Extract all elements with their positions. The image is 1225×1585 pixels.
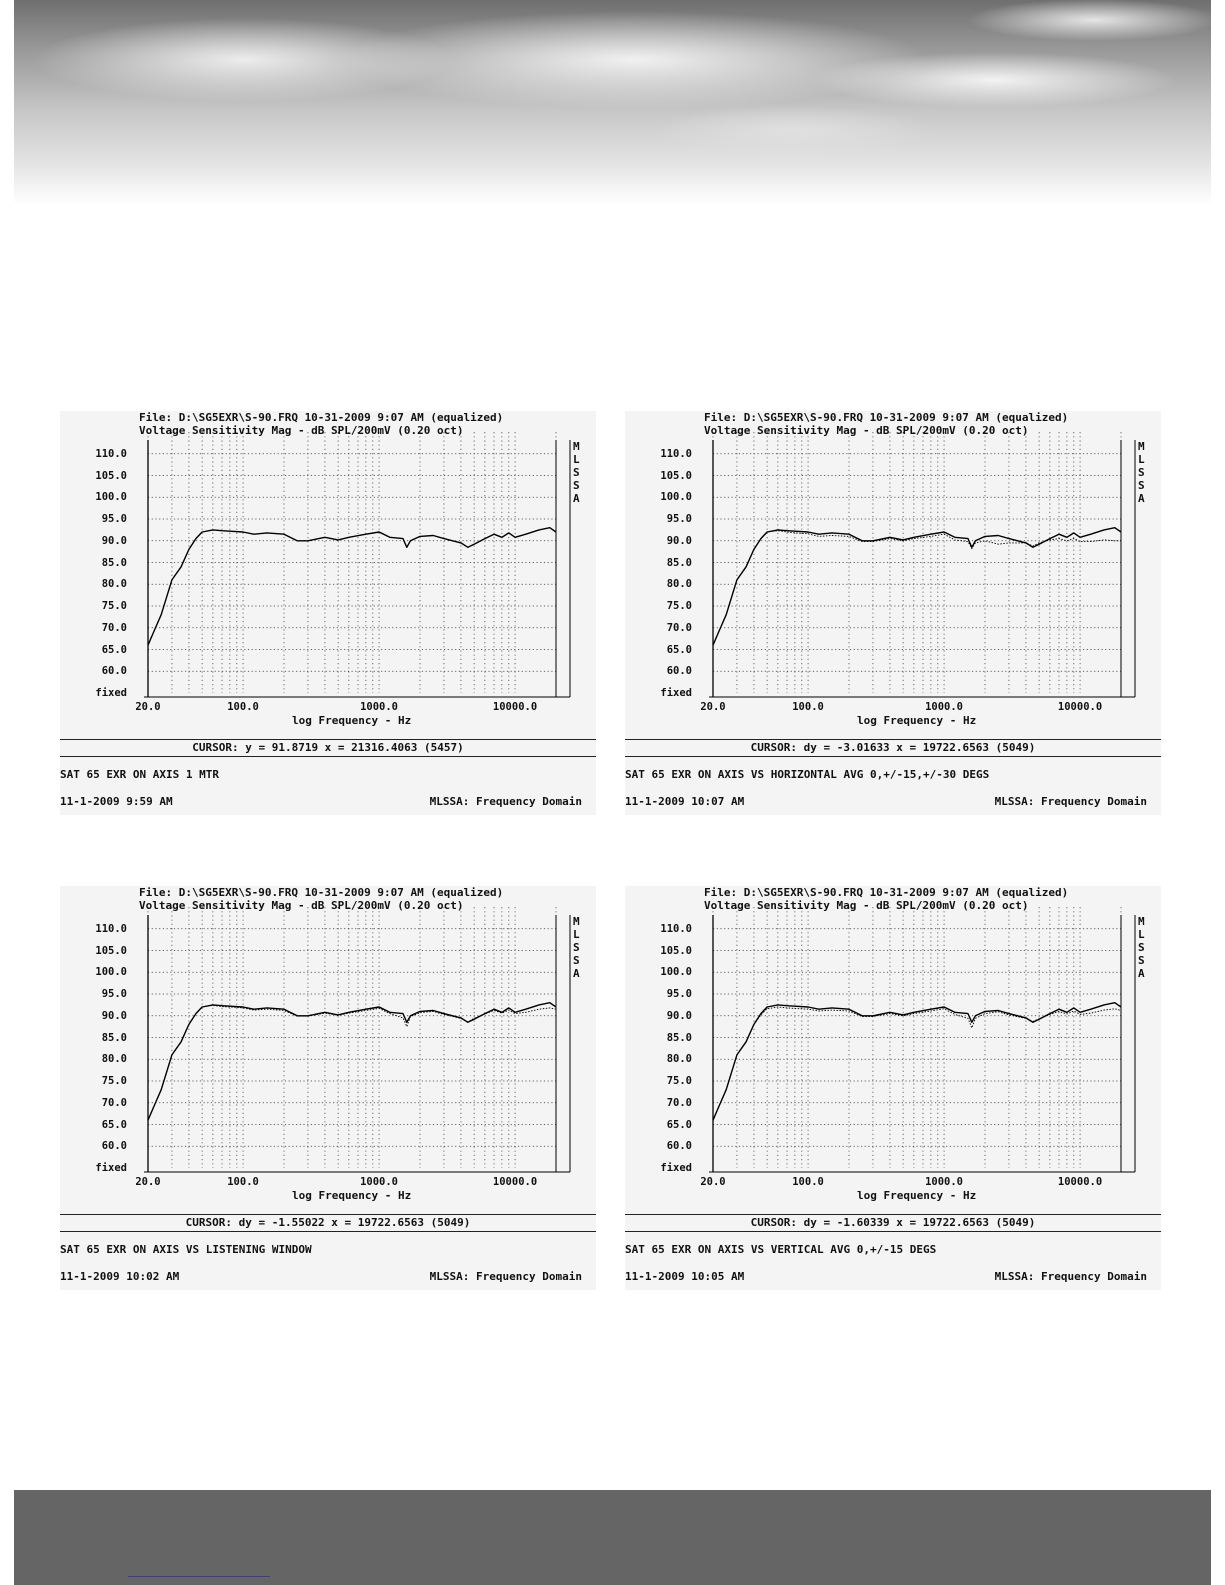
chart-timestamp: 11-1-2009 10:07 AM bbox=[625, 795, 745, 808]
chart-domain-label: MLSSA: Frequency Domain bbox=[994, 1270, 1147, 1283]
chart-timestamp: 11-1-2009 10:05 AM bbox=[625, 1270, 745, 1283]
x-tick-label: 20.0 bbox=[700, 701, 726, 713]
y-tick-label: 65.0 bbox=[101, 1118, 127, 1131]
x-axis-label: log Frequency - Hz bbox=[857, 714, 977, 727]
y-tick-label: 65.0 bbox=[101, 643, 127, 656]
y-tick-label: 95.0 bbox=[666, 513, 692, 525]
x-axis-label: log Frequency - Hz bbox=[292, 1189, 412, 1202]
chart-domain-label: MLSSA: Frequency Domain bbox=[994, 795, 1147, 808]
x-tick-label: 100.0 bbox=[227, 701, 259, 713]
chart-panel-3 bbox=[60, 886, 596, 1290]
y-tick-label: 95.0 bbox=[101, 513, 127, 525]
chart-panel-1 bbox=[60, 411, 596, 815]
plot-frame bbox=[709, 440, 1135, 697]
chart-title: File: D:\SG5EXR\S-90.FRQ 10-31-2009 9:07 AM (equalized) bbox=[139, 411, 504, 424]
y-tick-label: 75.0 bbox=[101, 1075, 127, 1087]
chart-title: File: D:\SG5EXR\S-90.FRQ 10-31-2009 9:07 AM (equalized) bbox=[704, 411, 1069, 424]
plot-frame bbox=[709, 915, 1135, 1172]
y-tick-label: 90.0 bbox=[666, 1009, 692, 1022]
side-label: S bbox=[1138, 954, 1145, 967]
chart-domain-label: MLSSA: Frequency Domain bbox=[429, 795, 582, 808]
x-tick-label: 100.0 bbox=[792, 701, 824, 713]
side-label: M bbox=[573, 440, 580, 453]
y-tick-label: 110.0 bbox=[660, 922, 692, 935]
cursor-separator-bottom bbox=[625, 1231, 1161, 1232]
x-tick-label: 100.0 bbox=[227, 1176, 259, 1188]
y-tick-label: fixed bbox=[660, 1162, 692, 1174]
cursor-readout: CURSOR: dy = -1.55022 x = 19722.6563 (5049) bbox=[185, 1216, 471, 1229]
y-tick-label: 60.0 bbox=[666, 1140, 692, 1153]
y-tick-label: 85.0 bbox=[101, 556, 127, 569]
chart-caption: SAT 65 EXR ON AXIS VS HORIZONTAL AVG 0,+/-15,+/-30 DEGS bbox=[625, 768, 990, 781]
y-tick-label: 105.0 bbox=[95, 469, 127, 482]
x-tick-label: 10000.0 bbox=[492, 1176, 538, 1188]
grid bbox=[713, 432, 1121, 693]
y-tick-label: 70.0 bbox=[666, 1096, 692, 1109]
chart-subtitle: Voltage Sensitivity Mag - dB SPL/200mV (0.20 oct) bbox=[704, 899, 1029, 912]
chart-plot bbox=[625, 411, 1161, 815]
chart-panel-4 bbox=[625, 886, 1161, 1290]
y-tick-label: 70.0 bbox=[666, 621, 692, 634]
chart-panel-2 bbox=[625, 411, 1161, 815]
cursor-separator-top bbox=[60, 739, 596, 740]
y-tick-label: 105.0 bbox=[660, 469, 692, 482]
y-tick-label: 95.0 bbox=[101, 988, 127, 1000]
y-tick-label: 65.0 bbox=[666, 1118, 692, 1131]
cursor-readout: CURSOR: dy = -3.01633 x = 19722.6563 (5049) bbox=[750, 741, 1036, 754]
x-tick-label: 1000.0 bbox=[360, 1176, 399, 1188]
y-tick-label: 85.0 bbox=[101, 1031, 127, 1044]
cursor-readout: CURSOR: y = 91.8719 x = 21316.4063 (5457) bbox=[192, 741, 464, 754]
series-dotted-line bbox=[713, 1007, 1121, 1120]
cursor-readout: CURSOR: dy = -1.60339 x = 19722.6563 (5049) bbox=[750, 1216, 1036, 1229]
side-label: A bbox=[1138, 967, 1145, 980]
grid bbox=[148, 907, 556, 1168]
x-tick-label: 20.0 bbox=[135, 701, 161, 713]
chart-caption: SAT 65 EXR ON AXIS 1 MTR bbox=[60, 768, 219, 781]
cursor-separator-top bbox=[625, 1214, 1161, 1215]
side-label: S bbox=[1138, 941, 1145, 954]
y-tick-label: 80.0 bbox=[666, 578, 692, 591]
grid bbox=[713, 907, 1121, 1168]
y-tick-label: 90.0 bbox=[666, 534, 692, 547]
chart-subtitle: Voltage Sensitivity Mag - dB SPL/200mV (0.20 oct) bbox=[139, 899, 464, 912]
x-axis-label: log Frequency - Hz bbox=[292, 714, 412, 727]
chart-title: File: D:\SG5EXR\S-90.FRQ 10-31-2009 9:07 AM (equalized) bbox=[139, 886, 504, 899]
side-label: L bbox=[573, 453, 580, 466]
x-axis-label: log Frequency - Hz bbox=[857, 1189, 977, 1202]
chart-subtitle: Voltage Sensitivity Mag - dB SPL/200mV (0.20 oct) bbox=[704, 424, 1029, 437]
y-tick-label: 75.0 bbox=[666, 600, 692, 612]
y-tick-label: 60.0 bbox=[101, 665, 127, 678]
footer-link[interactable] bbox=[128, 1576, 270, 1577]
y-tick-label: fixed bbox=[95, 687, 127, 699]
side-label: A bbox=[1138, 492, 1145, 505]
cursor-separator-bottom bbox=[60, 1231, 596, 1232]
y-tick-label: 100.0 bbox=[660, 491, 692, 504]
y-tick-label: 100.0 bbox=[95, 491, 127, 504]
y-tick-label: 95.0 bbox=[666, 988, 692, 1000]
x-tick-label: 1000.0 bbox=[925, 1176, 964, 1188]
y-tick-label: 110.0 bbox=[95, 447, 127, 460]
y-tick-label: 60.0 bbox=[666, 665, 692, 678]
y-tick-label: 80.0 bbox=[666, 1053, 692, 1066]
x-tick-label: 1000.0 bbox=[925, 701, 964, 713]
chart-caption: SAT 65 EXR ON AXIS VS VERTICAL AVG 0,+/-15 DEGS bbox=[625, 1243, 937, 1256]
side-label: S bbox=[1138, 466, 1145, 479]
x-tick-label: 10000.0 bbox=[1057, 1176, 1103, 1188]
chart-plot bbox=[625, 886, 1161, 1290]
y-tick-label: 85.0 bbox=[666, 1031, 692, 1044]
y-tick-label: 100.0 bbox=[660, 966, 692, 979]
y-tick-label: 100.0 bbox=[95, 966, 127, 979]
side-label: M bbox=[1138, 915, 1145, 928]
x-tick-label: 10000.0 bbox=[492, 701, 538, 713]
side-label: L bbox=[1138, 928, 1145, 941]
side-label: S bbox=[1138, 479, 1145, 492]
y-tick-label: 105.0 bbox=[95, 944, 127, 957]
y-tick-label: 60.0 bbox=[101, 1140, 127, 1153]
cursor-separator-top bbox=[625, 739, 1161, 740]
side-label: L bbox=[1138, 453, 1145, 466]
y-tick-label: 70.0 bbox=[101, 1096, 127, 1109]
x-tick-label: 1000.0 bbox=[360, 701, 399, 713]
y-tick-label: 80.0 bbox=[101, 1053, 127, 1066]
side-label: S bbox=[573, 466, 580, 479]
chart-title: File: D:\SG5EXR\S-90.FRQ 10-31-2009 9:07 AM (equalized) bbox=[704, 886, 1069, 899]
plot-frame bbox=[144, 440, 570, 697]
y-tick-label: fixed bbox=[660, 687, 692, 699]
x-tick-label: 20.0 bbox=[135, 1176, 161, 1188]
chart-subtitle: Voltage Sensitivity Mag - dB SPL/200mV (0.20 oct) bbox=[139, 424, 464, 437]
cursor-separator-bottom bbox=[625, 756, 1161, 757]
header-sky-image bbox=[14, 0, 1211, 205]
y-tick-label: 110.0 bbox=[95, 922, 127, 935]
cursor-separator-top bbox=[60, 1214, 596, 1215]
y-tick-label: 75.0 bbox=[101, 600, 127, 612]
x-tick-label: 10000.0 bbox=[1057, 701, 1103, 713]
y-tick-label: 105.0 bbox=[660, 944, 692, 957]
side-label: M bbox=[1138, 440, 1145, 453]
y-tick-label: fixed bbox=[95, 1162, 127, 1174]
plot-frame bbox=[144, 915, 570, 1172]
cursor-separator-bottom bbox=[60, 756, 596, 757]
y-tick-label: 110.0 bbox=[660, 447, 692, 460]
side-label: L bbox=[573, 928, 580, 941]
chart-domain-label: MLSSA: Frequency Domain bbox=[429, 1270, 582, 1283]
y-tick-label: 75.0 bbox=[666, 1075, 692, 1087]
chart-plot bbox=[60, 886, 596, 1290]
grid bbox=[148, 432, 556, 693]
side-label: A bbox=[573, 967, 580, 980]
y-tick-label: 90.0 bbox=[101, 1009, 127, 1022]
y-tick-label: 90.0 bbox=[101, 534, 127, 547]
footer-band bbox=[14, 1490, 1211, 1585]
chart-plot bbox=[60, 411, 596, 815]
side-label: A bbox=[573, 492, 580, 505]
chart-timestamp: 11-1-2009 9:59 AM bbox=[60, 795, 173, 808]
x-tick-label: 20.0 bbox=[700, 1176, 726, 1188]
side-label: S bbox=[573, 479, 580, 492]
chart-caption: SAT 65 EXR ON AXIS VS LISTENING WINDOW bbox=[60, 1243, 312, 1256]
chart-timestamp: 11-1-2009 10:02 AM bbox=[60, 1270, 180, 1283]
x-tick-label: 100.0 bbox=[792, 1176, 824, 1188]
y-tick-label: 70.0 bbox=[101, 621, 127, 634]
y-tick-label: 85.0 bbox=[666, 556, 692, 569]
side-label: S bbox=[573, 954, 580, 967]
y-tick-label: 80.0 bbox=[101, 578, 127, 591]
side-label: M bbox=[573, 915, 580, 928]
side-label: S bbox=[573, 941, 580, 954]
y-tick-label: 65.0 bbox=[666, 643, 692, 656]
